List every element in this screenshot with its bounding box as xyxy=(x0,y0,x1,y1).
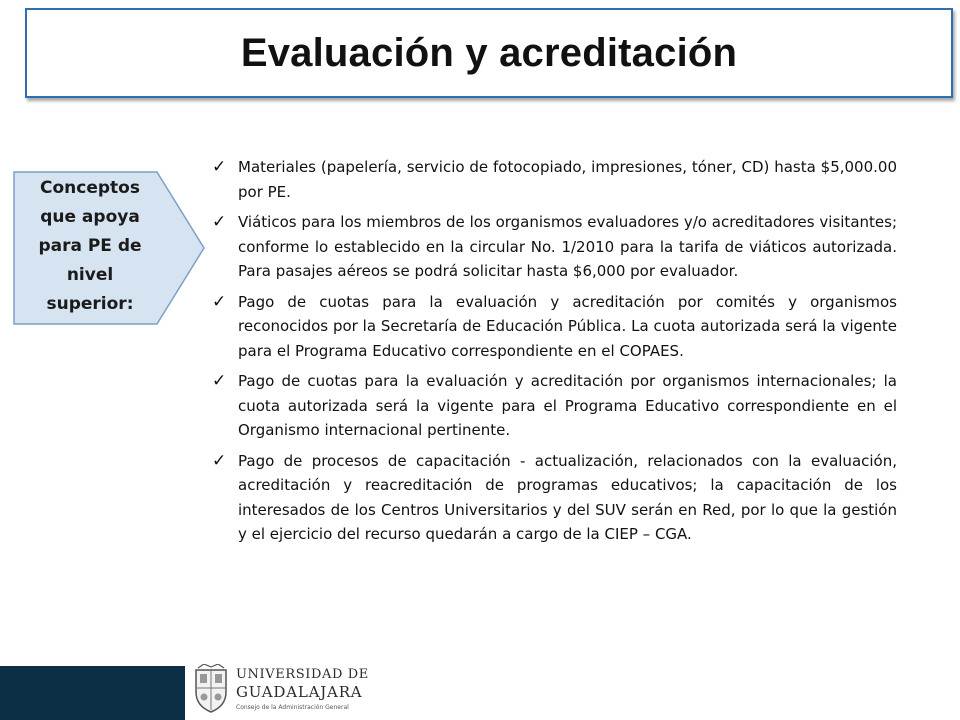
university-logo xyxy=(190,664,369,716)
logo-text-line2: GUADALAJARA xyxy=(236,683,363,701)
checkmark-icon: ✓ xyxy=(212,157,227,177)
list-item xyxy=(212,155,897,204)
concept-label-line: nivel xyxy=(66,265,114,285)
logo-text-line3: Consejo de la Administración General xyxy=(236,704,349,711)
checkmark-icon: ✓ xyxy=(212,212,227,232)
page-title: Evaluación y acreditación xyxy=(240,30,738,75)
concept-label-line: Conceptos xyxy=(40,178,140,198)
list-item-text: Pago de cuotas para la evaluación y acreditación por organismos internacionales; la cuota autorizada será la vigente para el Programa Educativo correspondiente en el Organismo internacional pertinente. xyxy=(238,372,897,439)
checkmark-icon: ✓ xyxy=(212,291,227,312)
concept-label-line: superior: xyxy=(46,294,134,314)
list-item xyxy=(212,290,897,364)
footer-bar xyxy=(0,666,185,720)
concept-label-line: que apoya xyxy=(40,207,140,227)
concept-arrow xyxy=(12,170,207,326)
checkmark-icon: ✓ xyxy=(212,371,227,391)
list-item-text: Viáticos para los miembros de los organismos evaluadores y/o acreditadores visitantes; conforme lo establecido en la circular No. 1/2010 para la tarifa de viáticos autorizada. Para pasajes aéreos se podrá solicitar hasta $6,000 por evaluador. xyxy=(238,213,897,280)
list-item-text: Materiales (papelería, servicio de fotocopiado, impresiones, tóner, CD) hasta $5,000.00 por PE. xyxy=(238,158,897,201)
list-item-text: Pago de cuotas para la evaluación y acreditación por comités y organismos reconocidos por la Secretaría de Educación Pública. La cuota autorizada será la vigente para el Programa Educativo correspondiente en el COPAES. xyxy=(238,292,897,360)
list-item xyxy=(212,449,897,547)
checkmark-icon: ✓ xyxy=(212,450,227,471)
concept-label xyxy=(20,174,160,319)
university-crest-icon xyxy=(190,664,232,714)
title-box xyxy=(25,8,953,98)
logo-text-line1: UNIVERSIDAD DE xyxy=(236,667,369,682)
list-item xyxy=(212,369,897,443)
concept-list xyxy=(212,155,897,553)
list-item xyxy=(212,210,897,284)
list-item-text: Pago de procesos de capacitación - actualización, relacionados con la evaluación, acreditación y reacreditación de programas educativos; la capacitación de los interesados de los Centros Universitarios y del SUV serán en Red, por lo que la gestión y el ejercicio del recurso quedarán a cargo de la CIEP – CGA. xyxy=(238,451,897,543)
concept-label-line: para PE de xyxy=(38,236,142,256)
